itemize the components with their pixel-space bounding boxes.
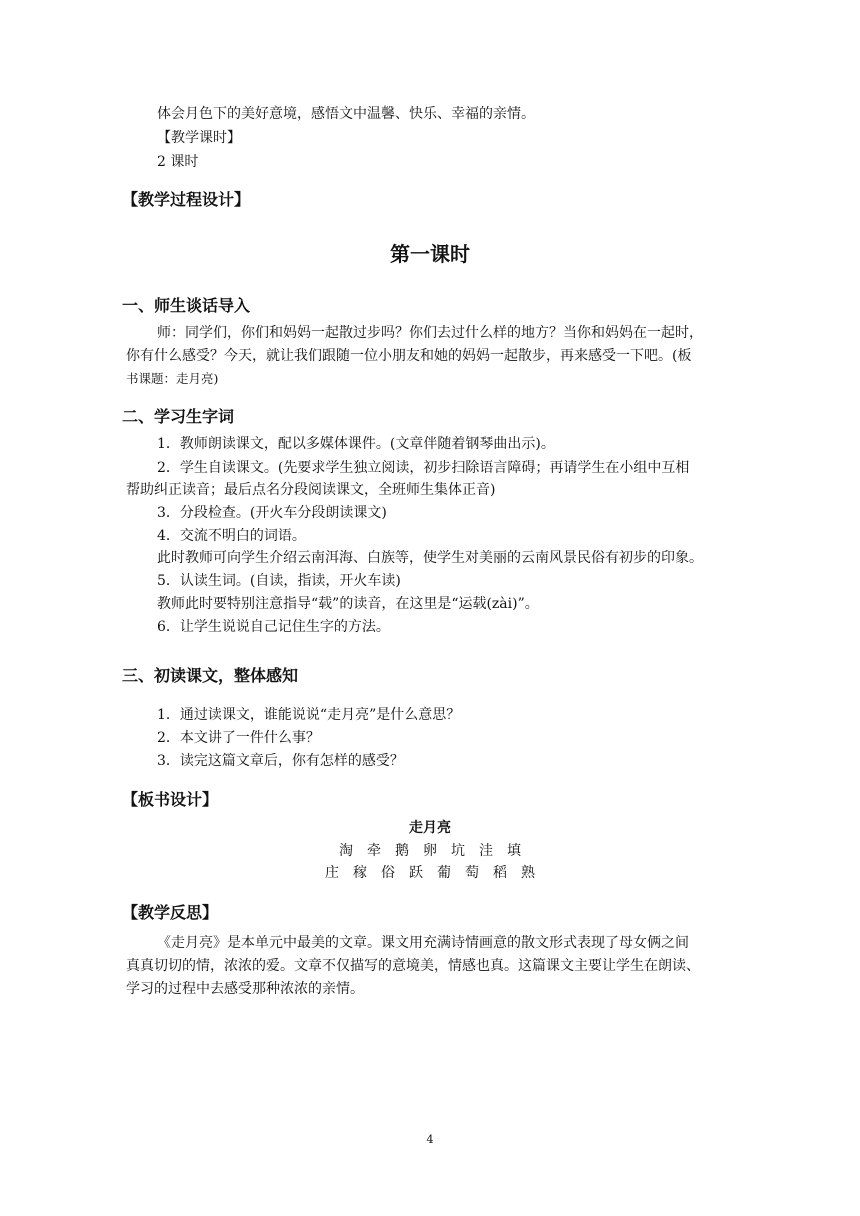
- lesson-hours-label: 【教学课时】: [157, 130, 241, 146]
- section2-item: 2．学生自读课文。(先要求学生独立阅读，初步扫除语言障碍；再请学生在小组中互相: [157, 460, 690, 476]
- board-character: 萄: [465, 865, 479, 881]
- board-character: 葡: [437, 865, 451, 881]
- board-character: 庄: [325, 865, 339, 881]
- intro-line: 体会月色下的美好意境，感悟文中温馨、快乐、幸福的亲情。: [157, 106, 535, 122]
- board-character: 熟: [521, 865, 535, 881]
- section3-item: 1．通过读课文，谁能说说“走月亮”是什么意思？: [157, 707, 461, 723]
- board-character: 坑: [451, 843, 465, 859]
- board-character: 俗: [381, 865, 395, 881]
- board-character: 卵: [423, 843, 437, 859]
- section3-item: 3．读完这篇文章后，你有怎样的感受？: [157, 753, 404, 769]
- board-row-1: [0, 840, 860, 862]
- board-design-heading: 【板书设计】: [122, 790, 219, 809]
- section3-item: 2．本文讲了一件什么事？: [157, 730, 320, 746]
- lesson-title: 第一课时: [390, 242, 470, 266]
- section2-item: 帮助纠正读音；最后点名分段阅读课文，全班师生集体正音): [126, 482, 496, 498]
- board-title: 走月亮: [409, 820, 451, 836]
- section3-heading: 三、初读课文，整体感知: [122, 666, 299, 685]
- section1-heading: 一、师生谈话导入: [122, 296, 251, 315]
- section1-paragraph-line: 你有什么感受？今天，就让我们跟随一位小朋友和她的妈妈一起散步，再来感受一下吧。(板: [126, 348, 692, 364]
- page-number: 4: [426, 1133, 434, 1146]
- section2-item: 4．交流不明白的词语。: [157, 528, 306, 544]
- board-character: 稻: [493, 865, 507, 881]
- board-character: 填: [507, 843, 521, 859]
- board-character: 鹅: [395, 843, 409, 859]
- reflection-heading: 【教学反思】: [122, 903, 219, 922]
- section2-item: 教师此时要特别注意指导“载”的读音，在这里是“运载(zài)”。: [157, 596, 539, 612]
- section1-paragraph-line: 师：同学们，你们和妈妈一起散过步吗？你们去过什么样的地方？当你和妈妈在一起时，: [157, 325, 703, 341]
- board-character: 洼: [479, 843, 493, 859]
- section2-item: 1．教师朗读课文，配以多媒体课件。(文章伴随着钢琴曲出示)。: [157, 436, 555, 452]
- section2-item: 5．认读生词。(自读，指读，开火车读): [157, 573, 401, 589]
- section2-item: 6．让学生说说自己记住生字的方法。: [157, 619, 390, 635]
- reflection-paragraph-line: 《走月亮》是本单元中最美的文章。课文用充满诗情画意的散文形式表现了母女俩之间: [157, 935, 689, 951]
- board-character: 稼: [353, 865, 367, 881]
- board-character: 牵: [367, 843, 381, 859]
- reflection-paragraph-line: 学习的过程中去感受那种浓浓的亲情。: [126, 981, 364, 997]
- section1-paragraph-line: 书课题：走月亮): [126, 371, 219, 386]
- process-heading: 【教学过程设计】: [122, 190, 251, 209]
- board-row-2: [0, 862, 860, 884]
- board-character: 跃: [409, 865, 423, 881]
- board-character: 淘: [339, 843, 353, 859]
- section2-item: 3．分段检查。(开火车分段朗读课文): [157, 505, 387, 521]
- lesson-hours-value: 2 课时: [157, 154, 199, 170]
- section2-item: 此时教师可向学生介绍云南洱海、白族等，使学生对美丽的云南风景民俗有初步的印象。: [157, 550, 703, 566]
- section2-heading: 二、学习生字词: [122, 407, 235, 426]
- reflection-paragraph-line: 真真切切的情，浓浓的爱。文章不仅描写的意境美，情感也真。这篇课文主要让学生在朗读、: [126, 958, 700, 974]
